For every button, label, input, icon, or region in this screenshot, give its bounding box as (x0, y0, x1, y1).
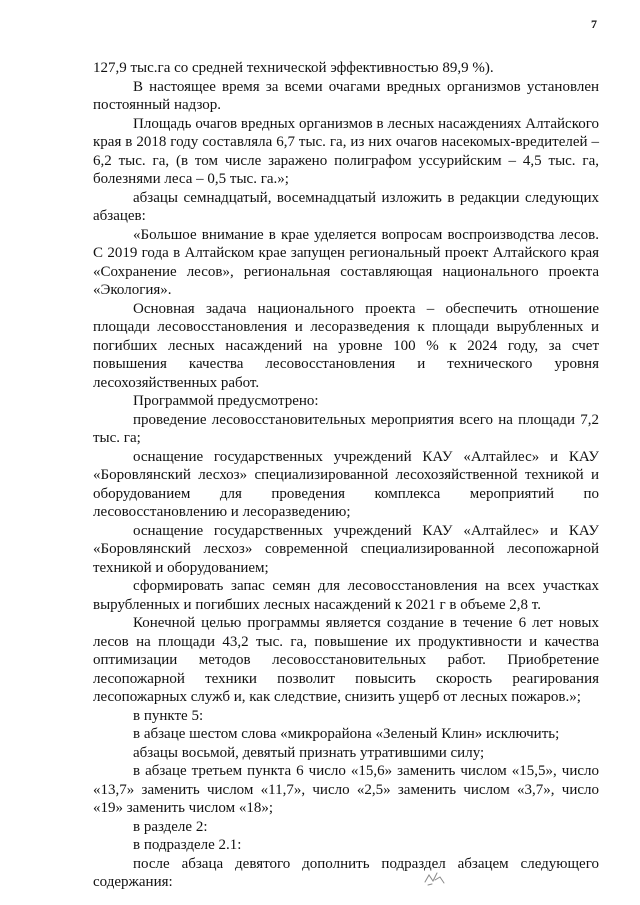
paragraph: абзацы семнадцатый, восемнадцатый изложить в редакции следующих абзацев: (93, 189, 599, 224)
paragraph: в подразделе 2.1: (133, 837, 242, 853)
paragraph: оснащение государственных учреждений КАУ «Алтайлес» и КАУ «Боровлянский лесхоз» современной специализированной лесопожарной техникой и оборудованием; (93, 522, 599, 576)
scan-mark (422, 866, 448, 888)
paragraph: после абзаца девятого дополнить подраздел абзацем следующего содержания: (93, 855, 599, 890)
paragraph: Основная задача национального проекта – обеспечить отношение площади лесовосстановления и лесоразведения к площади вырубленных и погибших лесных насаждений на уровне 100 % к 2024 году, за счет повышения качества лесовосстановления и технического уровня лесохозяйственных работ. (93, 300, 599, 391)
paragraph: 127,9 тыс.га со средней технической эффективностью 89,9 %). (93, 60, 494, 76)
paragraph: в разделе 2: (133, 818, 208, 835)
paragraph: Программой предусмотрено: (133, 393, 319, 409)
paragraph: в абзаце шестом слова «микрорайона «Зеленый Клин» исключить; (133, 726, 560, 742)
paragraph: оснащение государственных учреждений КАУ «Алтайлес» и КАУ «Боровлянский лесхоз» специализированной лесохозяйственной техникой и оборудованием для проведения комплекса мероприятий по лесовосстановлению и лесоразведению; (93, 448, 599, 520)
paragraph: в абзаце третьем пункта 6 число «15,6» заменить числом «15,5», число «13,7» заменить числом «11,7», число «2,5» заменить числом «3,7», число «19» заменить числом «18»; (93, 763, 599, 816)
document-body (93, 59, 599, 892)
paragraph: В настоящее время за всеми очагами вредных организмов установлен постоянный надзор. (93, 78, 599, 113)
paragraph: абзацы восьмой, девятый признать утратившими силу; (133, 744, 485, 761)
paragraph: Конечной целью программы является создание в течение 6 лет новых лесов на площади 43,2 тыс. га, повышение их продуктивности и качества оптимизации методов лесовосстановительных работ. Приобретение лесопожарной техники позволит повысить скорость реагирования лесопожарных служб и, как следствие, снизить ущерб от лесных пожаров.»; (93, 615, 599, 705)
page-number: 7 (591, 17, 597, 31)
paragraph: «Большое внимание в крае уделяется вопросам воспроизводства лесов. С 2019 года в Алтайском крае запущен региональный проект Алтайского края «Сохранение лесов», региональная составляющая национального проекта «Экология». (93, 226, 599, 298)
paragraph: в пункте 5: (133, 707, 204, 724)
paragraph: проведение лесовосстановительных мероприятия всего на площади 7,2 тыс. га; (93, 411, 599, 446)
paragraph: Площадь очагов вредных организмов в лесных насаждениях Алтайского края в 2018 году составляла 6,7 тыс. га, из них очагов насекомых-вредителей – 6,2 тыс. га, (в том числе заражено полиграфом уссурийским – 4,5 тыс. га, болезнями леса – 0,5 тыс. га.»; (93, 115, 599, 187)
paragraph: сформировать запас семян для лесовосстановления на всех участках вырубленных и погибших лесных насаждений к 2021 г в объеме 2,8 т. (93, 578, 599, 613)
